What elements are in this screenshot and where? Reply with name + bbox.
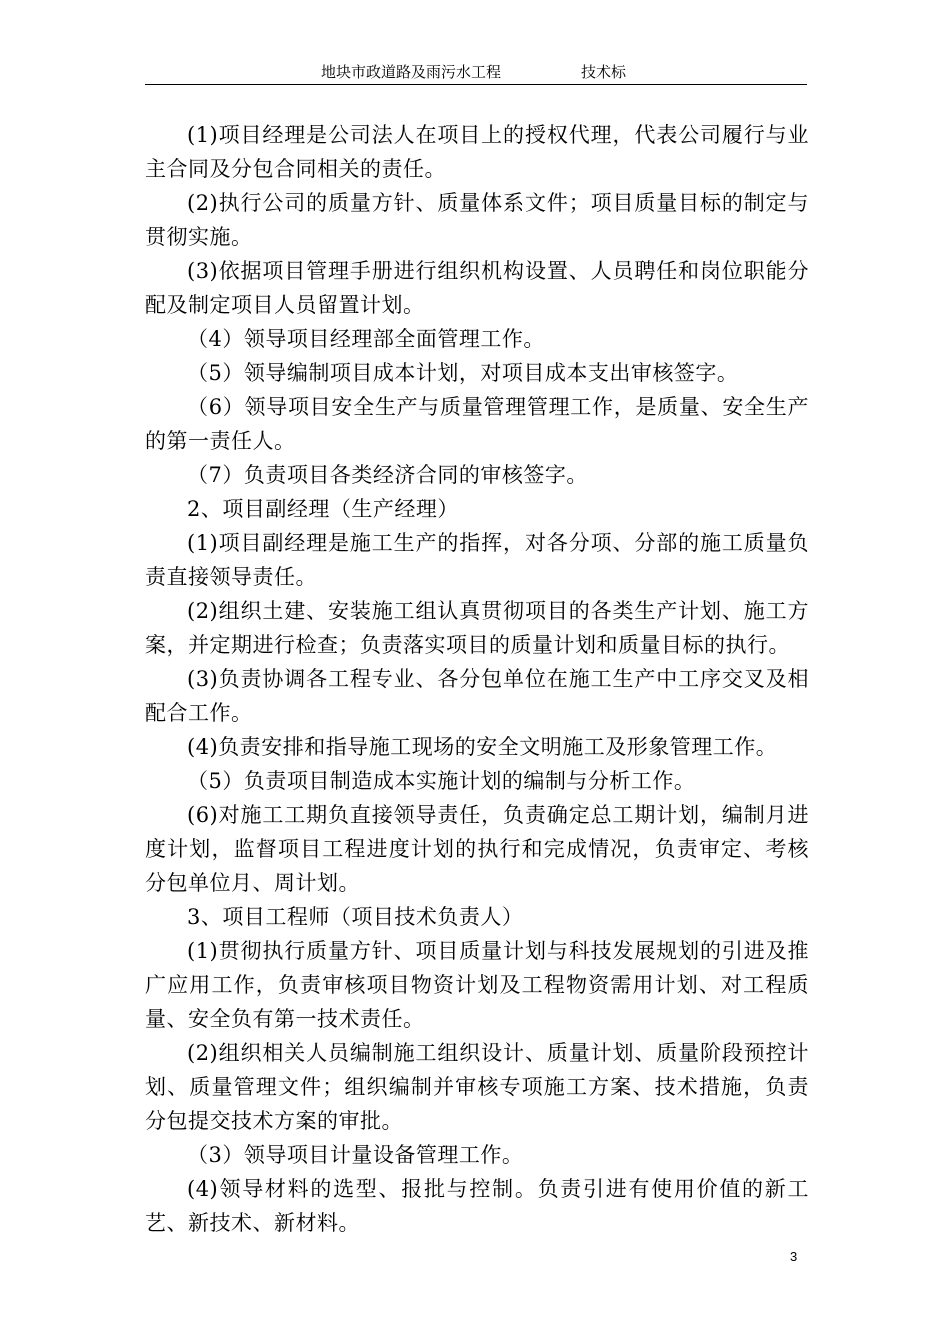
- paragraph-pm-6: （6）领导项目安全生产与质量管理管理工作，是质量、安全生产的第一责任人。: [145, 395, 809, 453]
- paragraph-deputy-3: (3)负责协调各工程专业、各分包单位在施工生产中工序交叉及相配合工作。: [145, 667, 809, 725]
- paragraph-pm-1: (1)项目经理是公司法人在项目上的授权代理，代表公司履行与业主合同及分包合同相关的责任。: [145, 123, 809, 181]
- header-divider: [145, 84, 807, 85]
- paragraph-pm-2: (2)执行公司的质量方针、质量体系文件；项目质量目标的制定与贯彻实施。: [145, 191, 809, 249]
- paragraph-deputy-6: (6)对施工工期负直接领导责任，负责确定总工期计划，编制月进度计划，监督项目工程进度计划的执行和完成情况，负责审定、考核分包单位月、周计划。: [145, 803, 809, 895]
- paragraph-deputy-4: (4)负责安排和指导施工现场的安全文明施工及形象管理工作。: [187, 735, 778, 759]
- paragraph-engineer-3: （3）领导项目计量设备管理工作。: [187, 1143, 524, 1167]
- paragraph-pm-3: (3)依据项目管理手册进行组织机构设置、人员聘任和岗位职能分配及制定项目人员留置计划。: [145, 259, 809, 317]
- paragraph-deputy-5: （5）负责项目制造成本实施计划的编制与分析工作。: [187, 769, 696, 793]
- page-header: [145, 62, 807, 84]
- paragraph-pm-7: （7）负责项目各类经济合同的审核签字。: [187, 463, 588, 487]
- document-body: [145, 118, 809, 1240]
- paragraph-engineer-1: (1)贯彻执行质量方针、项目质量计划与科技发展规划的引进及推广应用工作，负责审核项目物资计划及工程物资需用计划、对工程质量、安全负有第一技术责任。: [145, 939, 809, 1031]
- paragraph-deputy-2: (2)组织土建、安装施工组认真贯彻项目的各类生产计划、施工方案，并定期进行检查；负责落实项目的质量计划和质量目标的执行。: [145, 599, 809, 657]
- paragraph-pm-4: （4）领导项目经理部全面管理工作。: [187, 327, 545, 351]
- header-subtitle: 技术标: [581, 63, 627, 81]
- paragraph-pm-5: （5）领导编制项目成本计划，对项目成本支出审核签字。: [187, 361, 739, 385]
- section-heading-deputy-manager: 2、项目副经理（生产经理）: [187, 497, 459, 521]
- paragraph-engineer-4: (4)领导材料的选型、报批与控制。负责引进有使用价值的新工艺、新技术、新材料。: [145, 1177, 809, 1235]
- page-number: 3: [790, 1249, 798, 1264]
- section-heading-project-engineer: 3、项目工程师（项目技术负责人）: [187, 905, 524, 929]
- paragraph-deputy-1: (1)项目副经理是施工生产的指挥，对各分项、分部的施工质量负责直接领导责任。: [145, 531, 809, 589]
- header-title: 地块市政道路及雨污水工程: [321, 63, 502, 81]
- paragraph-engineer-2: (2)组织相关人员编制施工组织设计、质量计划、质量阶段预控计划、质量管理文件；组织编制并审核专项施工方案、技术措施，负责分包提交技术方案的审批。: [145, 1041, 809, 1133]
